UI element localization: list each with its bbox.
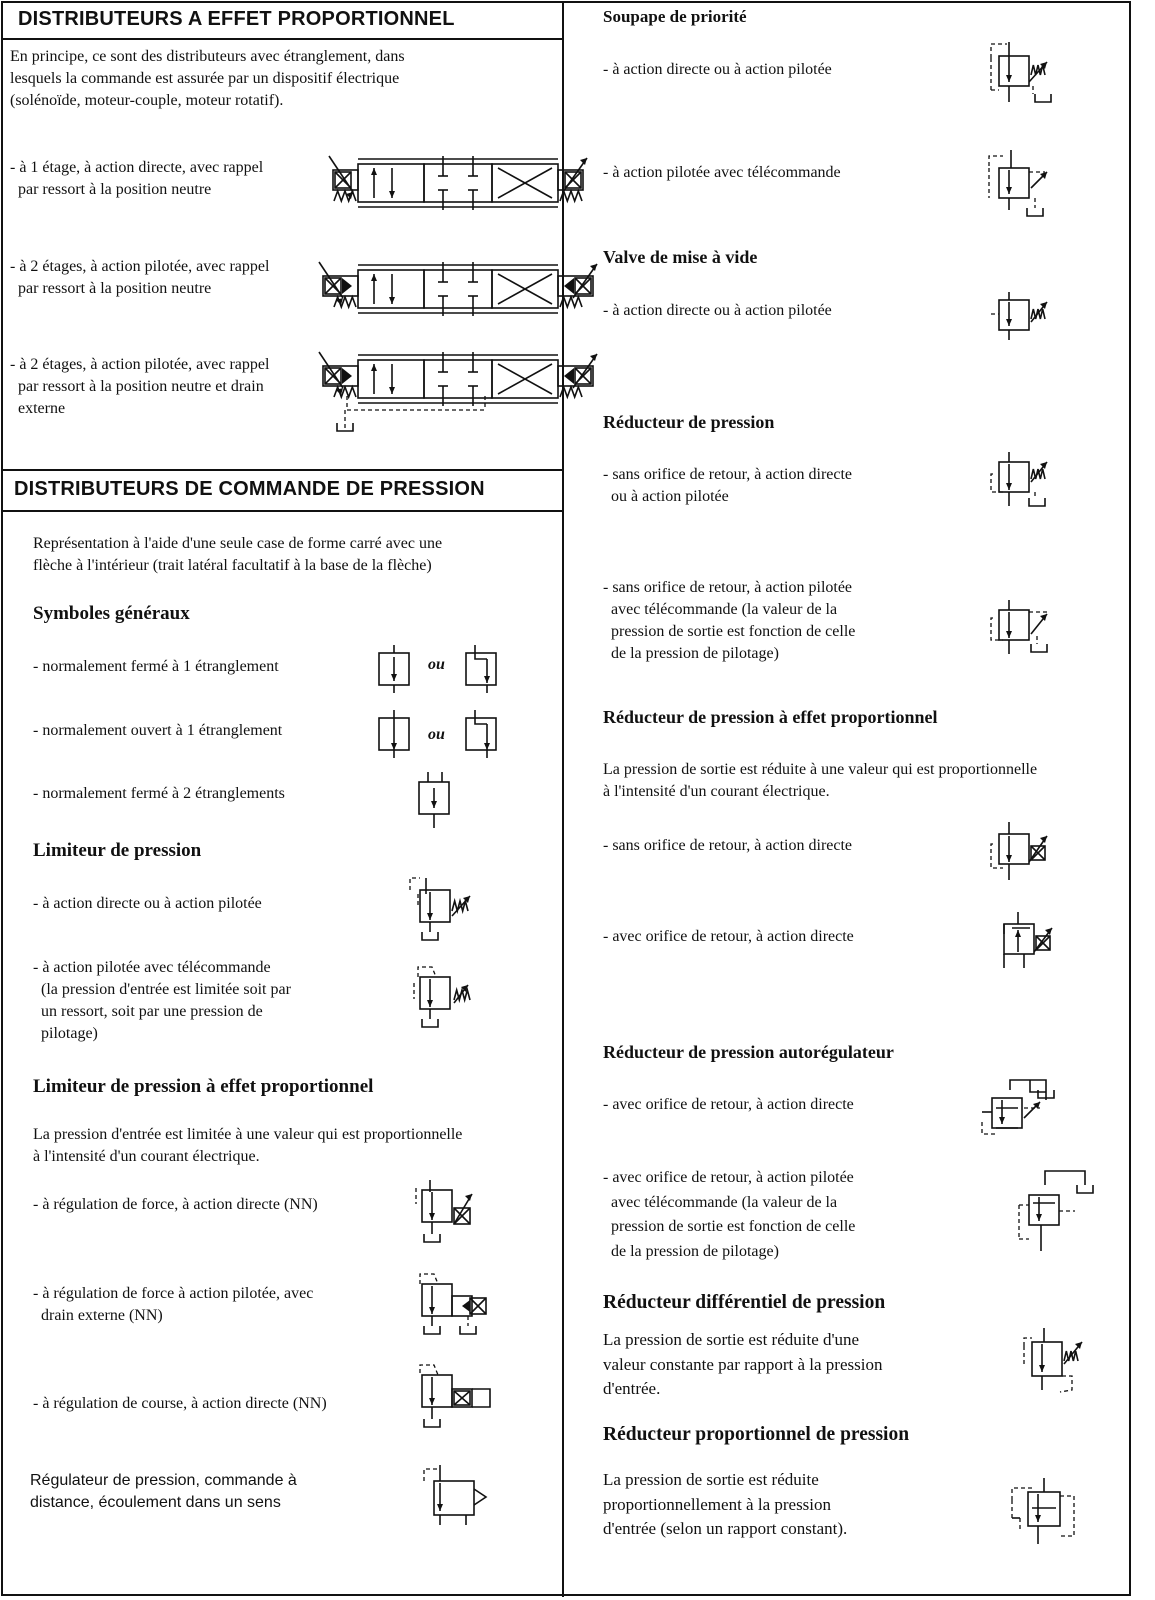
intro-text: En principe, ce sont des distributeurs avec étranglement, dans lesquels la commande est assurée par un dispositif électrique (solénoïde, moteur-couple, moteur rotatif). xyxy=(10,48,405,109)
section-title: DISTRIBUTEURS A EFFET PROPORTIONNEL xyxy=(18,8,455,30)
list-item: - à action pilotée avec télécommande xyxy=(603,164,841,181)
subsection-title: Symboles généraux xyxy=(33,603,190,624)
list-item: - à régulation de force à action pilotée, avec drain externe (NN) xyxy=(33,1285,314,1324)
intro-text: La pression de sortie est réduite d'une valeur constante par rapport à la pression d'entrée. xyxy=(603,1330,883,1398)
normally-closed-two-throttle-icon xyxy=(418,772,452,828)
subsection-title: Réducteur différentiel de pression xyxy=(603,1292,886,1313)
priority-valve-icon xyxy=(985,42,1055,104)
subsection-title: Valve de mise à vide xyxy=(603,247,758,267)
list-item: - normalement fermé à 1 étranglement xyxy=(33,658,279,675)
subsection-title: Réducteur de pression autorégulateur xyxy=(603,1042,894,1062)
relief-valve-icon xyxy=(410,878,480,940)
list-item: - avec orifice de retour, à action directe xyxy=(603,1096,854,1113)
divider xyxy=(1,38,563,40)
self-regulating-reducer-icon xyxy=(978,1078,1058,1148)
intro-text: La pression de sortie est réduite à une valeur qui est proportionnelle à l'intensité d'un courant électrique. xyxy=(603,761,1038,800)
subsection-title: Limiteur de pression à effet proportionnel xyxy=(33,1076,374,1097)
subsection-title: Réducteur de pression à effet proportionnel xyxy=(603,707,938,727)
intro-text: La pression d'entrée est limitée à une valeur qui est proportionnelle à l'intensité d'un courant électrique. xyxy=(33,1126,463,1165)
reducing-valve-remote-icon xyxy=(985,600,1055,656)
subsection-title: Limiteur de pression xyxy=(33,840,202,861)
list-item: Régulateur de pression, commande à distance, écoulement dans un sens xyxy=(30,1472,297,1511)
proportional-valve-piloted-icon xyxy=(333,258,508,318)
or-label: ou xyxy=(428,656,445,673)
list-item: - à régulation de force, à action directe (NN) xyxy=(33,1196,318,1213)
list-item: - sans orifice de retour, à action directe xyxy=(603,837,853,854)
reducing-valve-icon xyxy=(985,452,1055,508)
subsection-title: Soupape de priorité xyxy=(603,7,747,26)
normally-closed-valve-alt-icon xyxy=(465,645,499,693)
section-title: DISTRIBUTEURS DE COMMANDE DE PRESSION xyxy=(14,478,485,500)
differential-reducer-icon xyxy=(1018,1328,1088,1398)
list-item: - à action directe ou à action pilotée xyxy=(603,61,832,78)
list-item: - à 1 étage, à action directe, avec rappel par ressort à la position neutre xyxy=(10,159,264,198)
list-item: - normalement ouvert à 1 étranglement xyxy=(33,722,283,739)
list-item: - à action directe ou à action pilotée xyxy=(33,895,262,912)
list-item: - sans orifice de retour, à action directe ou à action pilotée xyxy=(603,466,853,505)
list-item: - à action directe ou à action pilotée xyxy=(603,302,832,319)
normally-closed-valve-icon xyxy=(378,645,412,693)
list-item: - avec orifice de retour, à action pilotée avec télécommande (la valeur de la pression de sortie est fonction de celle de la pression de pilotage) xyxy=(603,1169,856,1260)
intro-text: Représentation à l'aide d'une seule case de forme carré avec une flèche à l'intérieur (trait latéral facultatif à la base de la flèche) xyxy=(33,535,443,574)
divider xyxy=(1,469,563,471)
proportional-valve-direct-icon xyxy=(345,152,490,212)
proportional-relief-stroke-icon xyxy=(412,1365,492,1427)
proportional-valve-drain-icon xyxy=(333,348,508,438)
subsection-title: Réducteur de pression xyxy=(603,412,775,432)
list-item: - à 2 étages, à action pilotée, avec rappel par ressort à la position neutre xyxy=(10,258,270,297)
list-item: - à régulation de course, à action directe (NN) xyxy=(33,1395,327,1412)
proportional-relief-force-icon xyxy=(412,1180,482,1242)
column-divider xyxy=(562,1,564,1597)
list-item: - à action pilotée avec télécommande (la pression d'entrée est limitée soit par un ressort, soit par une pression de pilotage) xyxy=(33,959,291,1042)
normally-open-valve-alt-icon xyxy=(465,710,499,758)
proportional-reducer-icon xyxy=(985,822,1055,882)
normally-open-valve-icon xyxy=(378,710,412,758)
divider xyxy=(1,510,563,512)
intro-text: La pression de sortie est réduite proportionnellement à la pression d'entrée (selon un rapport constant). xyxy=(603,1470,848,1538)
list-item: - à 2 étages, à action pilotée, avec rappel par ressort à la position neutre et drain externe xyxy=(10,356,270,417)
self-regulating-reducer-remote-icon xyxy=(1015,1165,1105,1255)
priority-valve-remote-icon xyxy=(985,150,1055,216)
subsection-title: Réducteur proportionnel de pression xyxy=(603,1424,910,1445)
unloading-valve-icon xyxy=(985,292,1055,340)
proportional-ratio-reducer-icon xyxy=(1008,1478,1088,1548)
list-item: - normalement fermé à 2 étranglements xyxy=(33,785,285,802)
proportional-reducer-return-icon xyxy=(990,912,1060,972)
remote-pressure-regulator-icon xyxy=(418,1465,493,1527)
or-label: ou xyxy=(428,726,445,743)
list-item: - avec orifice de retour, à action directe xyxy=(603,928,854,945)
list-item: - sans orifice de retour, à action pilotée avec télécommande (la valeur de la pression de sortie est fonction de celle de la pression de pilotage) xyxy=(603,579,856,662)
proportional-relief-piloted-icon xyxy=(412,1272,492,1334)
relief-valve-remote-icon xyxy=(410,965,480,1027)
